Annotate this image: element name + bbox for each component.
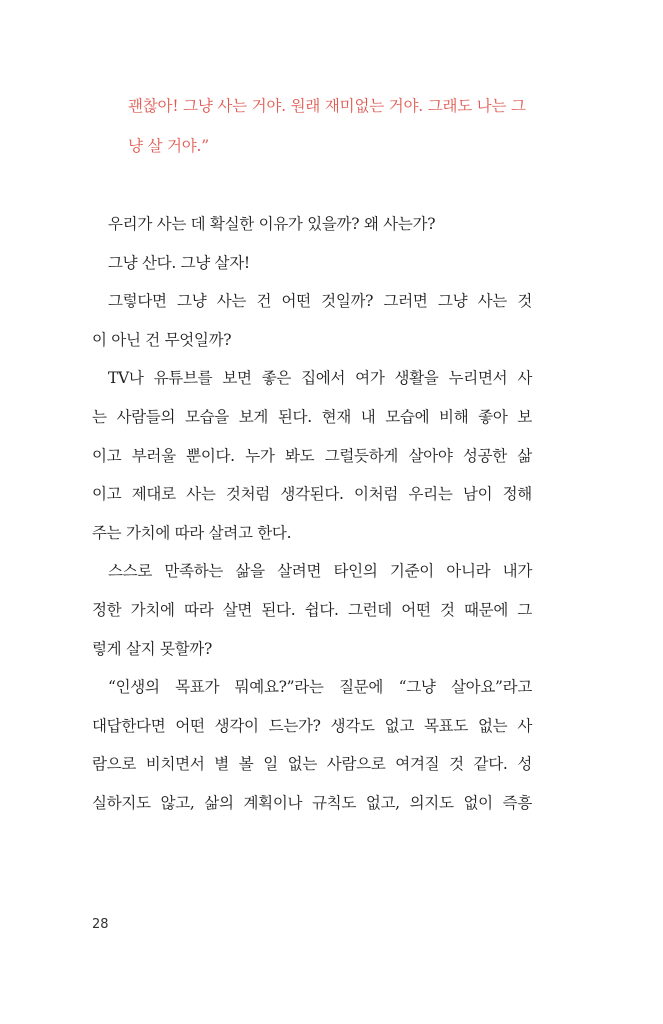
paragraph-line: 정한 가치에 따라 살면 된다. 쉽다. 그런데 어떤 것 때문에 그: [92, 600, 532, 619]
page-number: 28: [92, 917, 109, 932]
paragraph-line: 실하지도 않고, 삶의 계획이나 규칙도 없고, 의지도 없이 즉흥: [92, 793, 532, 812]
paragraph-line: 람으로 비치면서 별 볼 일 없는 사람으로 여겨질 것 같다. 성: [92, 755, 532, 774]
paragraph-line: 우리가 사는 데 확실한 이유가 있을까? 왜 사는가?: [108, 215, 436, 233]
body-text: [92, 205, 532, 823]
paragraph-line: 렇게 살지 못할까?: [92, 639, 212, 658]
paragraph-line: 스스로 만족하는 삶을 살려면 타인의 기준이 아니라 내가: [108, 562, 532, 581]
paragraph-line: 주는 가치에 따라 살려고 한다.: [92, 523, 292, 542]
paragraph-line: 이고 부러울 뿐이다. 누가 봐도 그럴듯하게 살아야 성공한 삶: [92, 446, 532, 465]
paragraph-line: 대답한다면 어떤 생각이 드는가? 생각도 없고 목표도 없는 사: [92, 716, 532, 735]
quote-block: [128, 86, 548, 166]
paragraph-line: 이고 제대로 사는 것처럼 생각된다. 이처럼 우리는 남이 정해: [92, 485, 532, 504]
paragraph-line: 는 사람들의 모습을 보게 된다. 현재 내 모습에 비해 좋아 보: [92, 407, 532, 426]
paragraph-line: 그냥 산다. 그냥 살자!: [108, 253, 250, 272]
quote-line: 냥 살 거야.”: [128, 137, 209, 155]
paragraph-line: TV나 유튜브를 보면 좋은 집에서 여가 생활을 누리면서 사: [108, 369, 532, 388]
paragraph-line: 이 아닌 건 무엇일까?: [92, 330, 232, 349]
paragraph-line: 그렇다면 그냥 사는 건 어떤 것일까? 그러면 그냥 사는 것: [108, 292, 532, 311]
paragraph-line: “인생의 목표가 뭐예요?”라는 질문에 “그냥 살아요”라고: [108, 678, 532, 697]
quote-line: 괜찮아! 그냥 사는 거야. 원래 재미없는 거야. 그래도 나는 그: [128, 97, 526, 115]
